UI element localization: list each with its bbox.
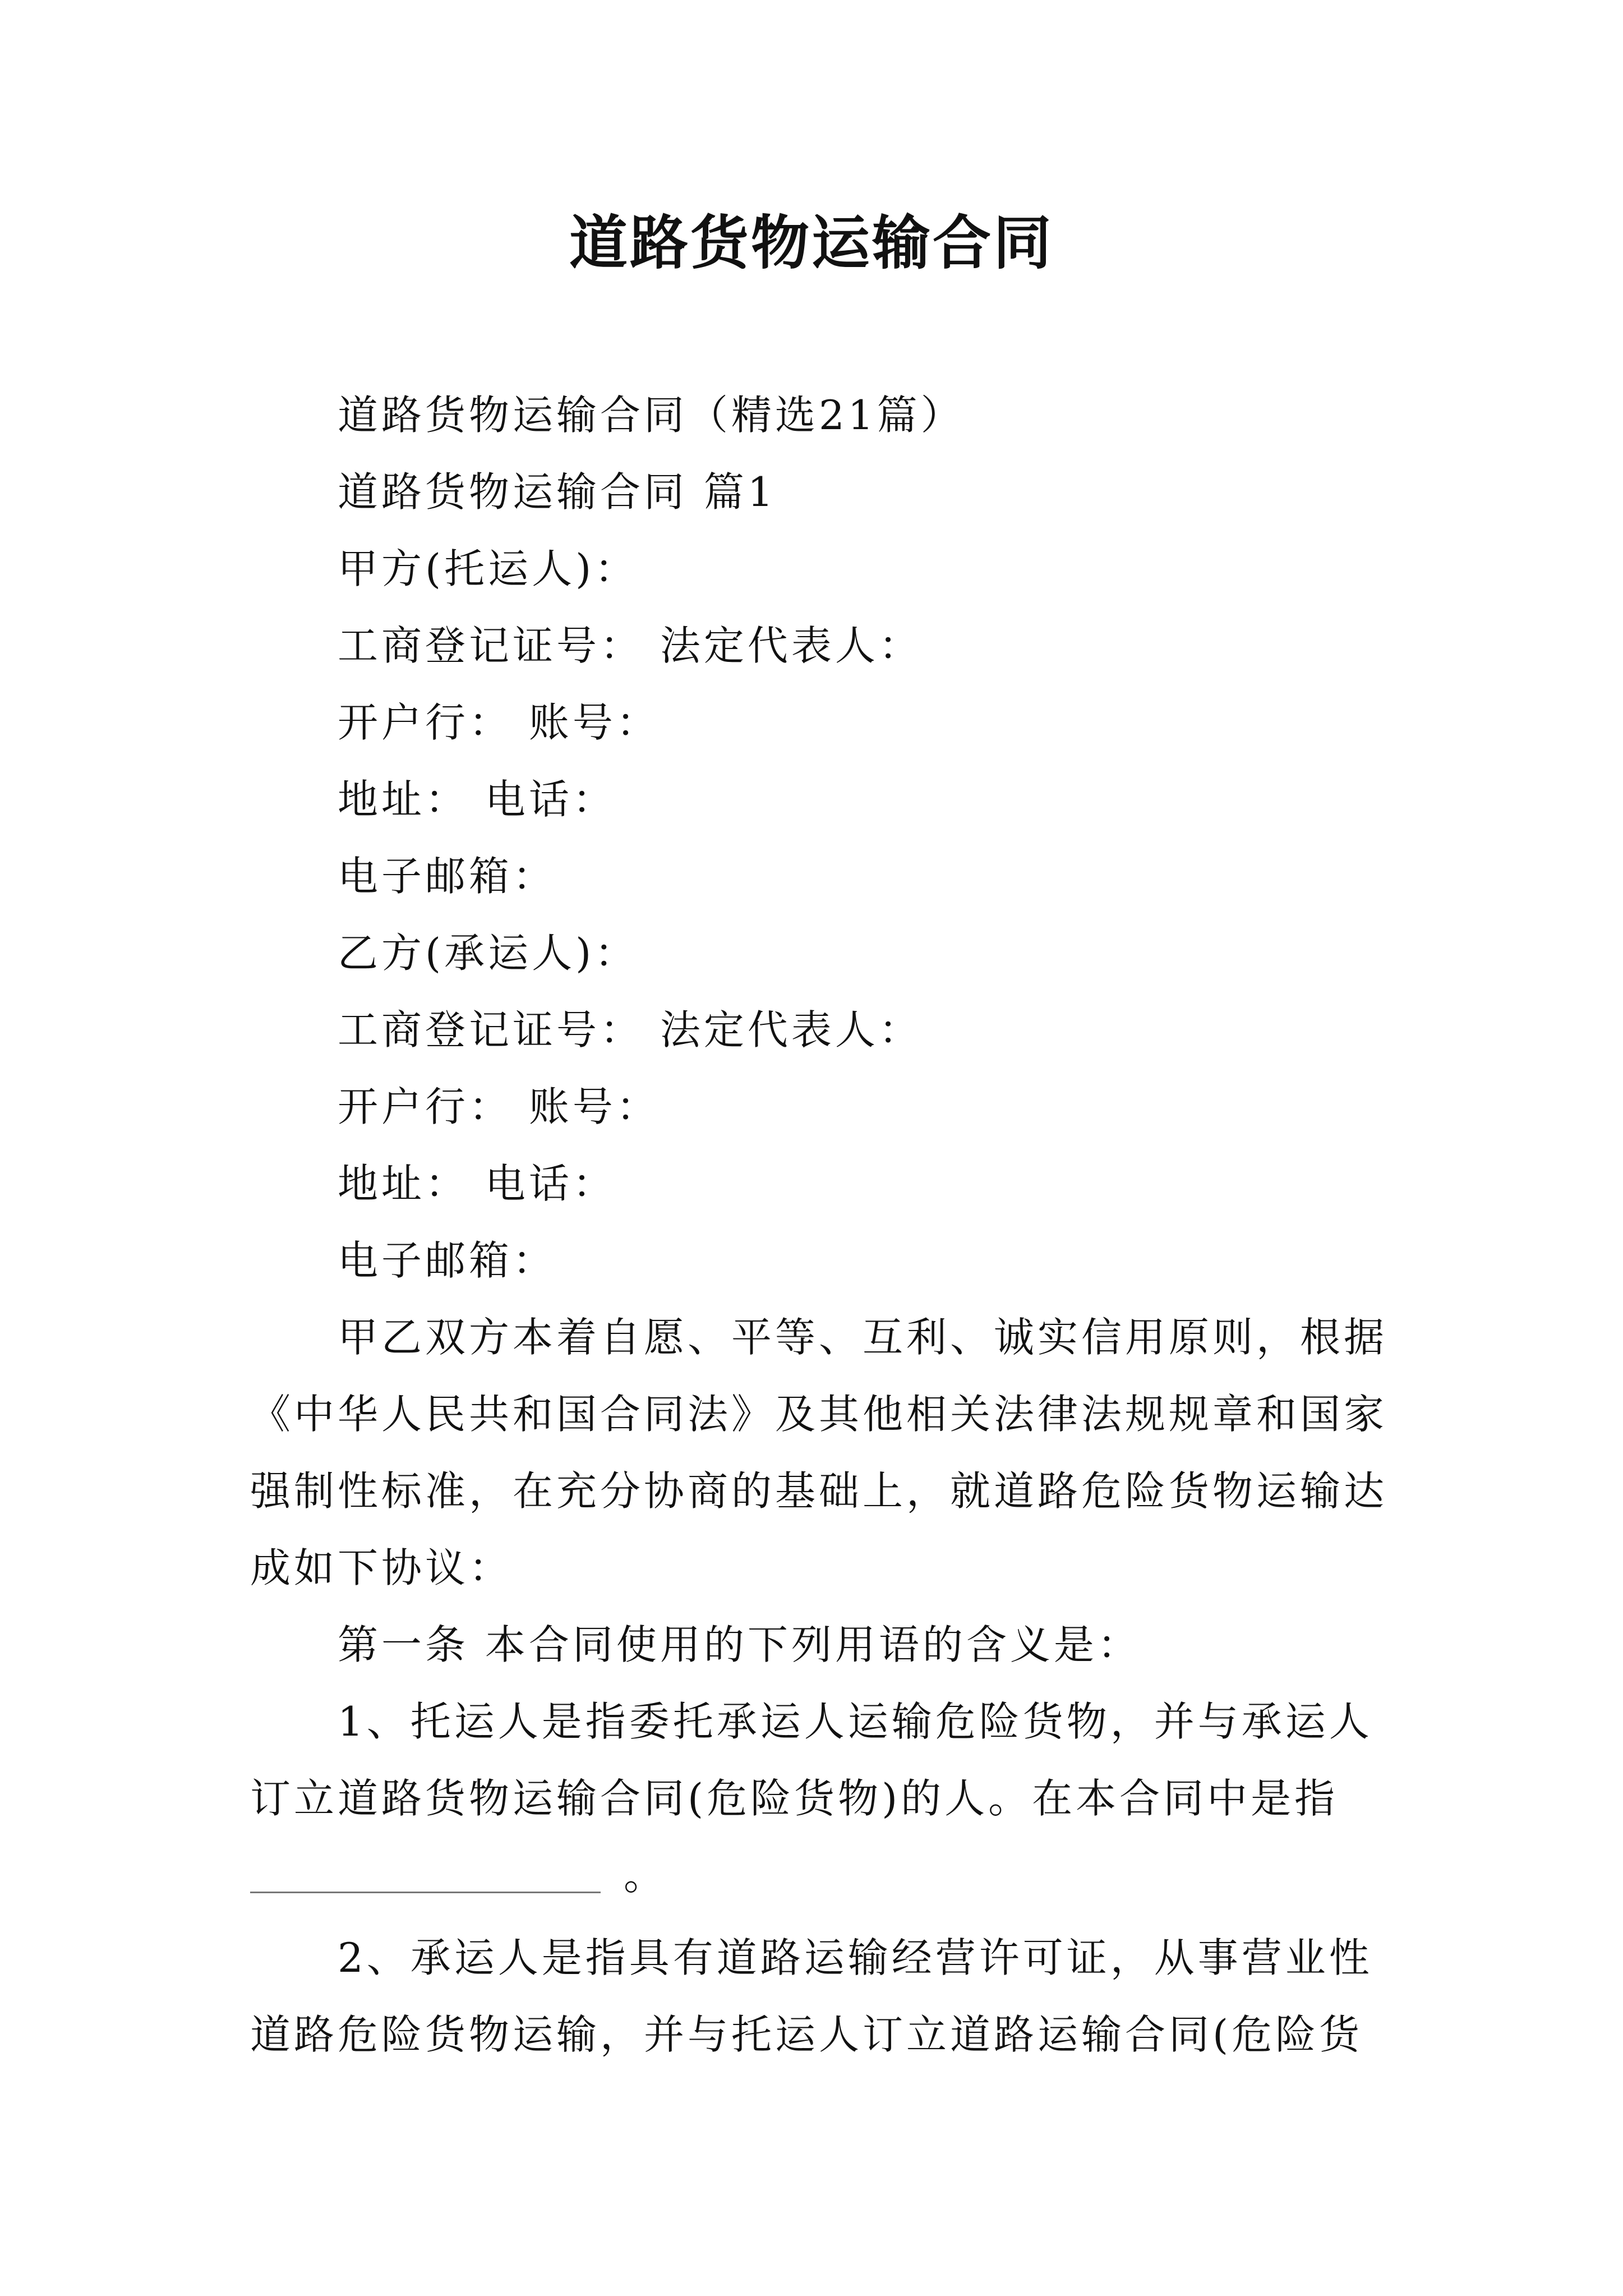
subtitle-line: 道路货物运输合同（精选21篇） [338,392,965,439]
paragraph-line: 2、承运人是指具有道路运输经营许可证，从事营业性 [338,1934,1373,1981]
paragraph-line: 强制性标准，在充分协商的基础上，就道路危险货物运输达 [250,1467,1388,1515]
party-a-registration: 工商登记证号： 法定代表人： [338,622,923,669]
party-b-registration: 工商登记证号： 法定代表人： [338,1006,923,1053]
party-b-label: 乙方(承运人)： [338,930,639,977]
article-heading: 第一条 本合同使用的下列用语的含义是： [338,1621,1141,1668]
paragraph-line: 甲乙双方本着自愿、平等、互利、诚实信用原则，根据 [338,1314,1388,1361]
document-title: 道路货物运输合同 [569,208,1054,277]
paragraph-line: 1、托运人是指委托承运人运输危险货物，并与承运人 [338,1698,1373,1745]
paragraph-line: 订立道路货物运输合同(危险货物)的人。在本合同中是指 [250,1775,1339,1822]
paragraph-line: 《中华人民共和国合同法》及其他相关法律法规规章和国家 [250,1391,1388,1438]
party-b-bank: 开户行： 账号： [338,1083,660,1130]
party-a-address: 地址： 电话： [338,776,616,823]
party-b-email: 电子邮箱： [338,1237,557,1284]
section-heading: 道路货物运输合同 篇1 [338,468,777,516]
party-a-label: 甲方(托运人)： [338,545,639,592]
party-a-email: 电子邮箱： [338,853,557,900]
paragraph-line: 道路危险货物运输，并与托运人订立道路运输合同(危险货 [250,2011,1363,2058]
party-a-bank: 开户行： 账号： [338,699,660,746]
party-b-address: 地址： 电话： [338,1160,616,1207]
blank-terminator: 。 [624,1852,668,1899]
fill-in-blank [250,1892,601,1893]
paragraph-line: 成如下协议： [250,1544,513,1591]
